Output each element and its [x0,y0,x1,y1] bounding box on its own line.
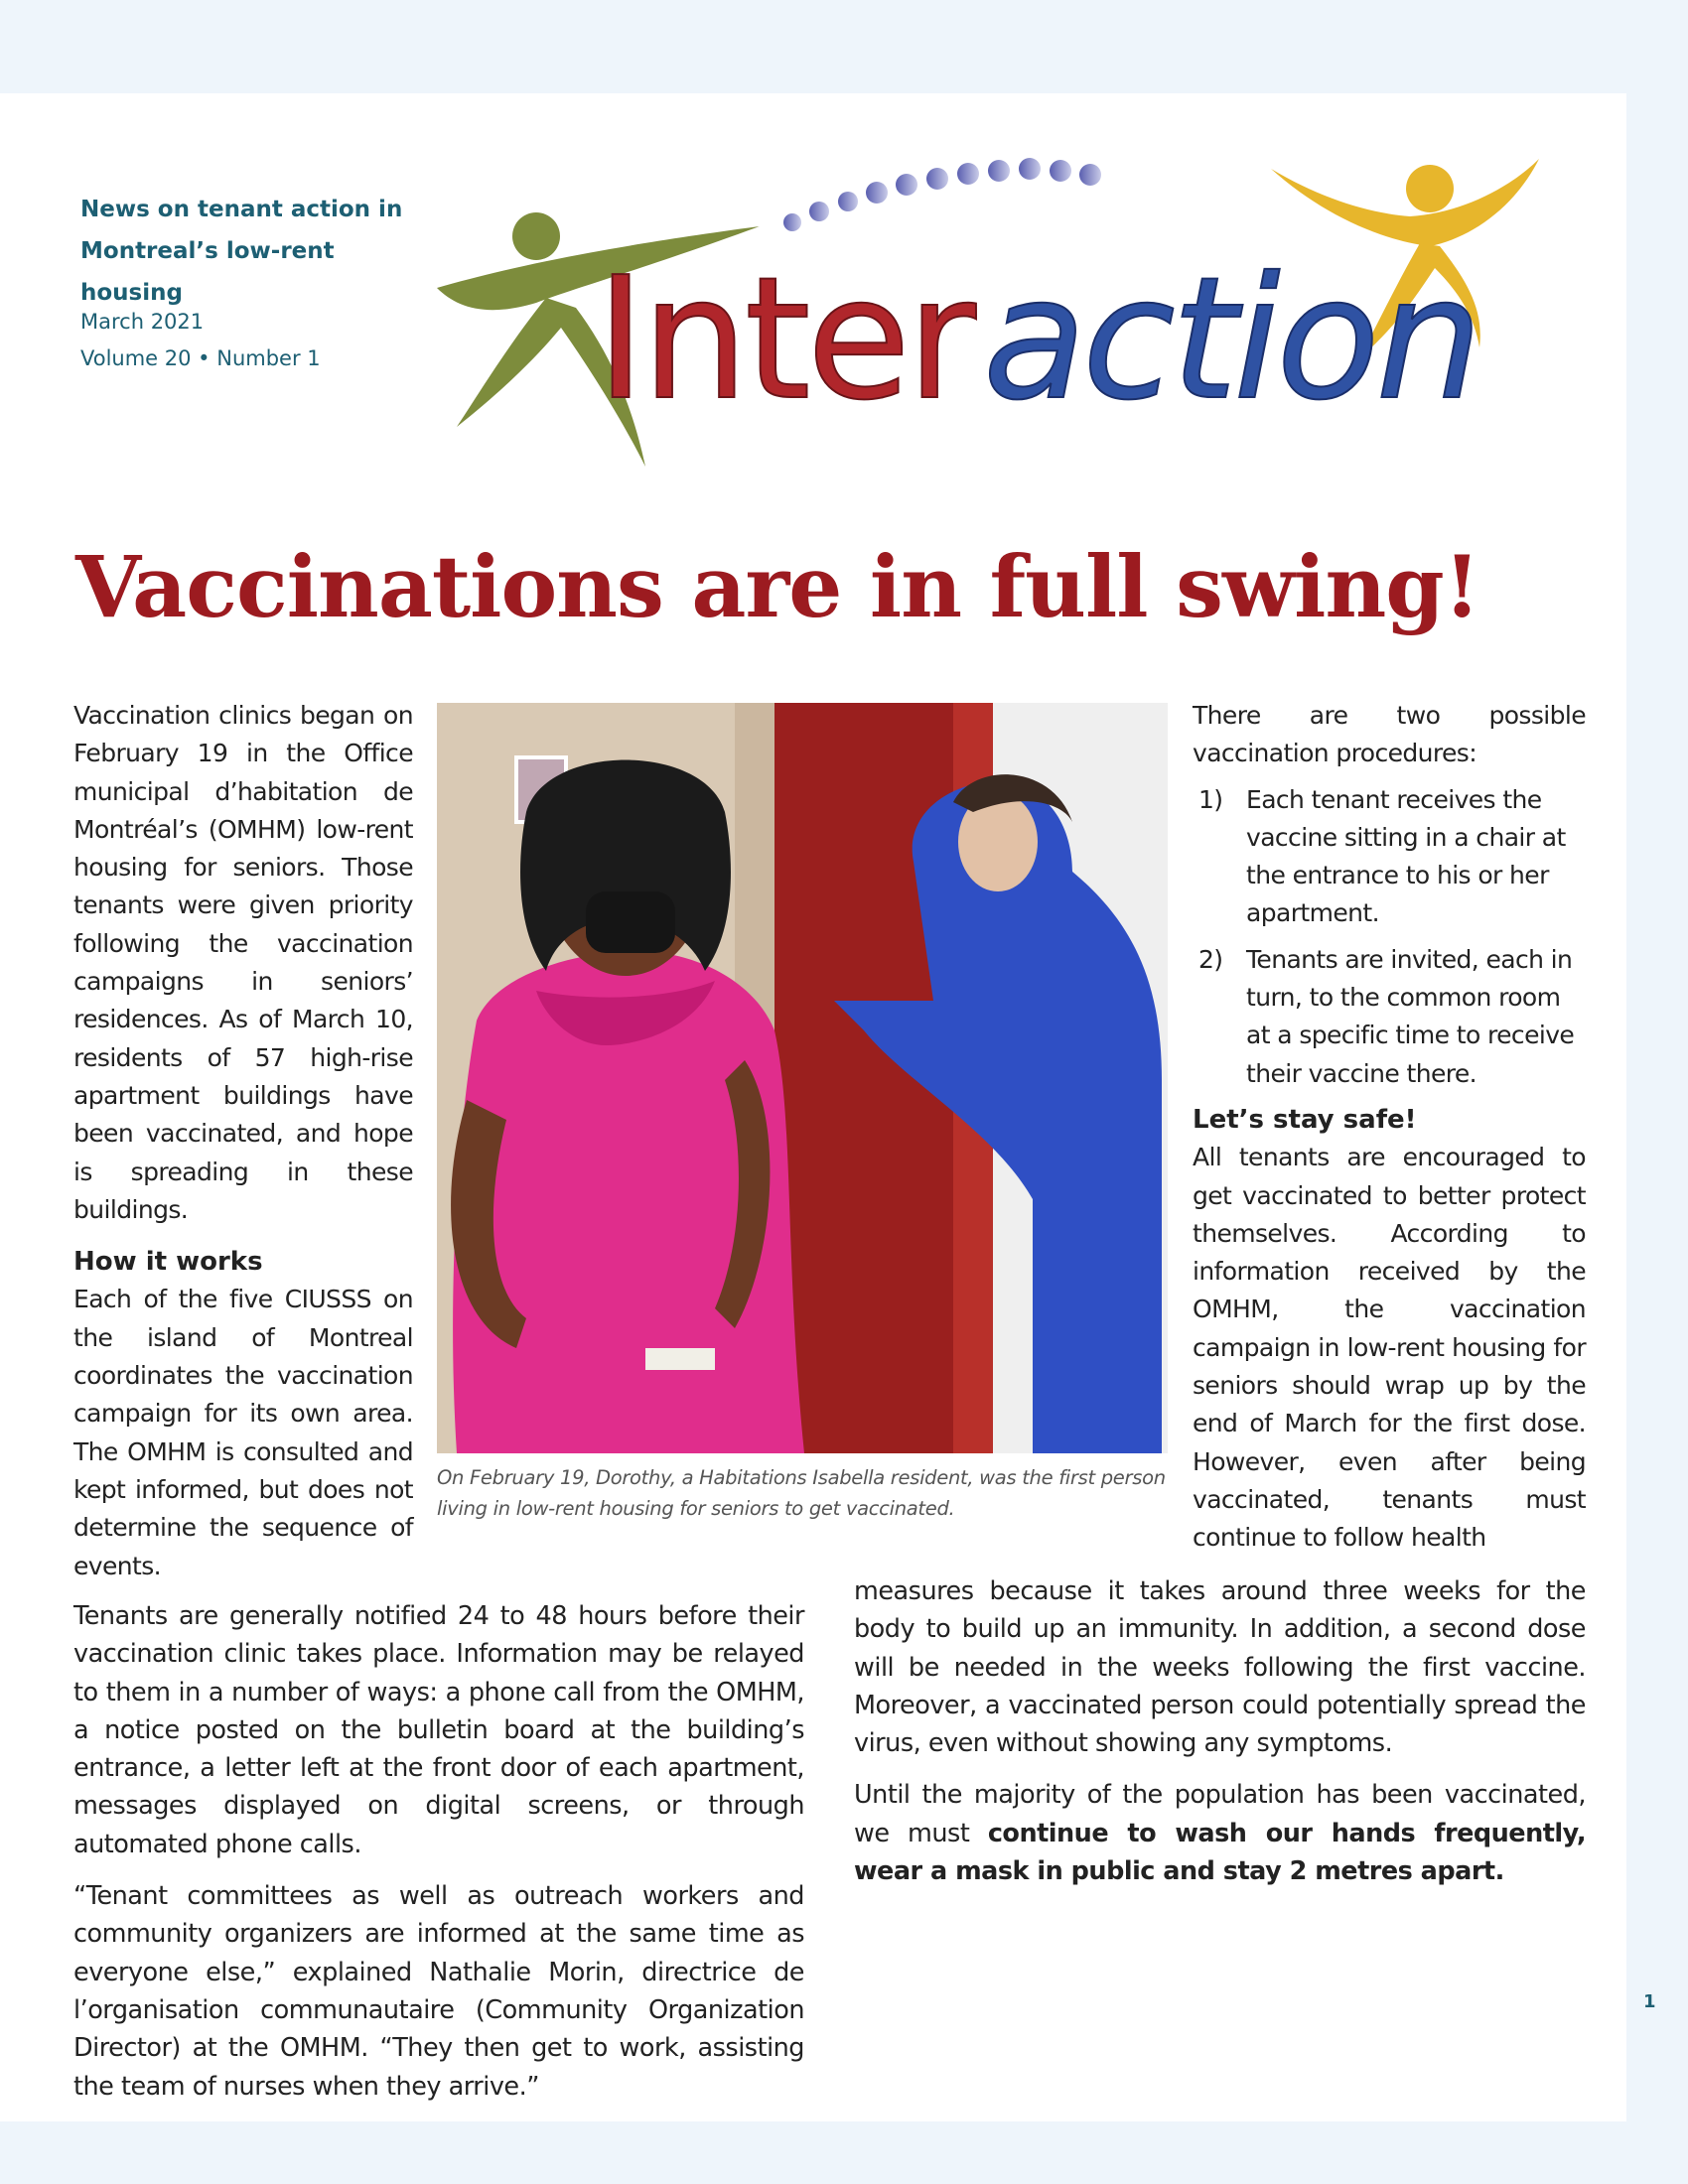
issue-volume: Volume 20 • Number 1 [80,346,321,370]
measures-paragraph: measures because it takes around three weeks for the body to build up an immunity. In addition, a second dose will be needed in the weeks following the first vaccine. Moreover, a vaccinated person could potentially spread the virus, even without showing any symptoms. [854,1576,1586,1759]
list-item-number: 1) [1198,784,1223,814]
quote-paragraph: “Tenant committees as well as outreach workers and community organizers are informed at the same time as everyone else,” explained Nathalie Morin, directrice de l’organisation communautaire (Community Organization Director) at the OMHM. “They then get to work, assisting the team of nurses when they arrive.” [73,1881,804,2102]
logo-text-action: action [983,241,1479,438]
logo-text-inter: Inter [596,241,973,438]
left-paragraph-1: Vaccination clinics began on February 19 in the Office municipal d’habitation de Montréal’s (OMHM) low-rent housing for seniors. Those tenants were given priority following the vaccination campaigns in seniors’ residences. As of March 10, residents of 57 high-rise apartment buildings have been vaccinated, and hope is spreading in these buildings. [73,701,413,1224]
procedures-list [1193,781,1586,1093]
page-number: 1 [1643,1991,1656,2012]
left-column [73,697,413,1585]
issue-date: March 2021 [80,310,205,334]
list-item [1193,941,1586,1093]
list-item [1193,781,1586,933]
right-column [1193,697,1586,1558]
masthead-tagline [80,189,438,314]
list-item-text: Each tenant receives the vaccine sitting in a chair at the entrance to his or her apartment. [1246,784,1566,928]
stay-safe-heading: Let’s stay safe! [1193,1104,1417,1135]
issue-info [80,304,321,377]
how-it-works-heading: How it works [73,1247,263,1278]
photo-caption: On February 19, Dorothy, a Habitations Isabella resident, was the first person living in low-rent housing for seniors to get vaccinated. [437,1466,1166,1520]
right-paragraph-1: All tenants are encouraged to get vaccinated to better protect themselves. According to information received by the OMHM, the vaccination campaign in low-rent housing for seniors should wrap up by the end of March for the first dose. However, even after being vaccinated, tenants must continue to follow health [1193,1143,1586,1553]
notification-paragraph: Tenants are generally notified 24 to 48 hours before their vaccination clinic takes place. Information may be relayed to them in a number of ways: a phone call from the OMHM, a notice posted on the bulletin board at the building’s entrance, a letter left at the front door of each apartment, messages displayed on digital screens, or through automated phone calls. [73,1601,804,1859]
list-item-text: Tenants are invited, each in turn, to the common room at a specific time to receive their vaccine there. [1246,944,1575,1088]
tagline-line-1: News on tenant action in [80,197,403,222]
bottom-right-column [854,1572,1586,1890]
dots-arc [783,158,1101,231]
safety-emphasis: continue to wash our hands frequently, wear a mask in public and stay 2 metres apart. [854,1818,1586,1887]
bottom-left-column [73,1597,804,2106]
procedures-intro: There are two possible vaccination procedures: [1193,701,1586,768]
vaccination-photo [437,703,1168,1453]
list-item-number: 2) [1198,944,1223,974]
safety-paragraph [854,1776,1586,1890]
tagline-line-2: Montreal’s low-rent housing [80,238,335,306]
headline: Vaccinations are in full swing! [75,538,1479,637]
interaction-logo [427,129,1559,477]
left-paragraph-2: Each of the five CIUSSS on the island of Montreal coordinates the vaccination campaign for its own area. The OMHM is consulted and kept informed, but does not determine the sequence of events. [73,1285,413,1580]
safety-text: Until the majority of the population has been vaccinated, we must [854,1780,1586,1848]
